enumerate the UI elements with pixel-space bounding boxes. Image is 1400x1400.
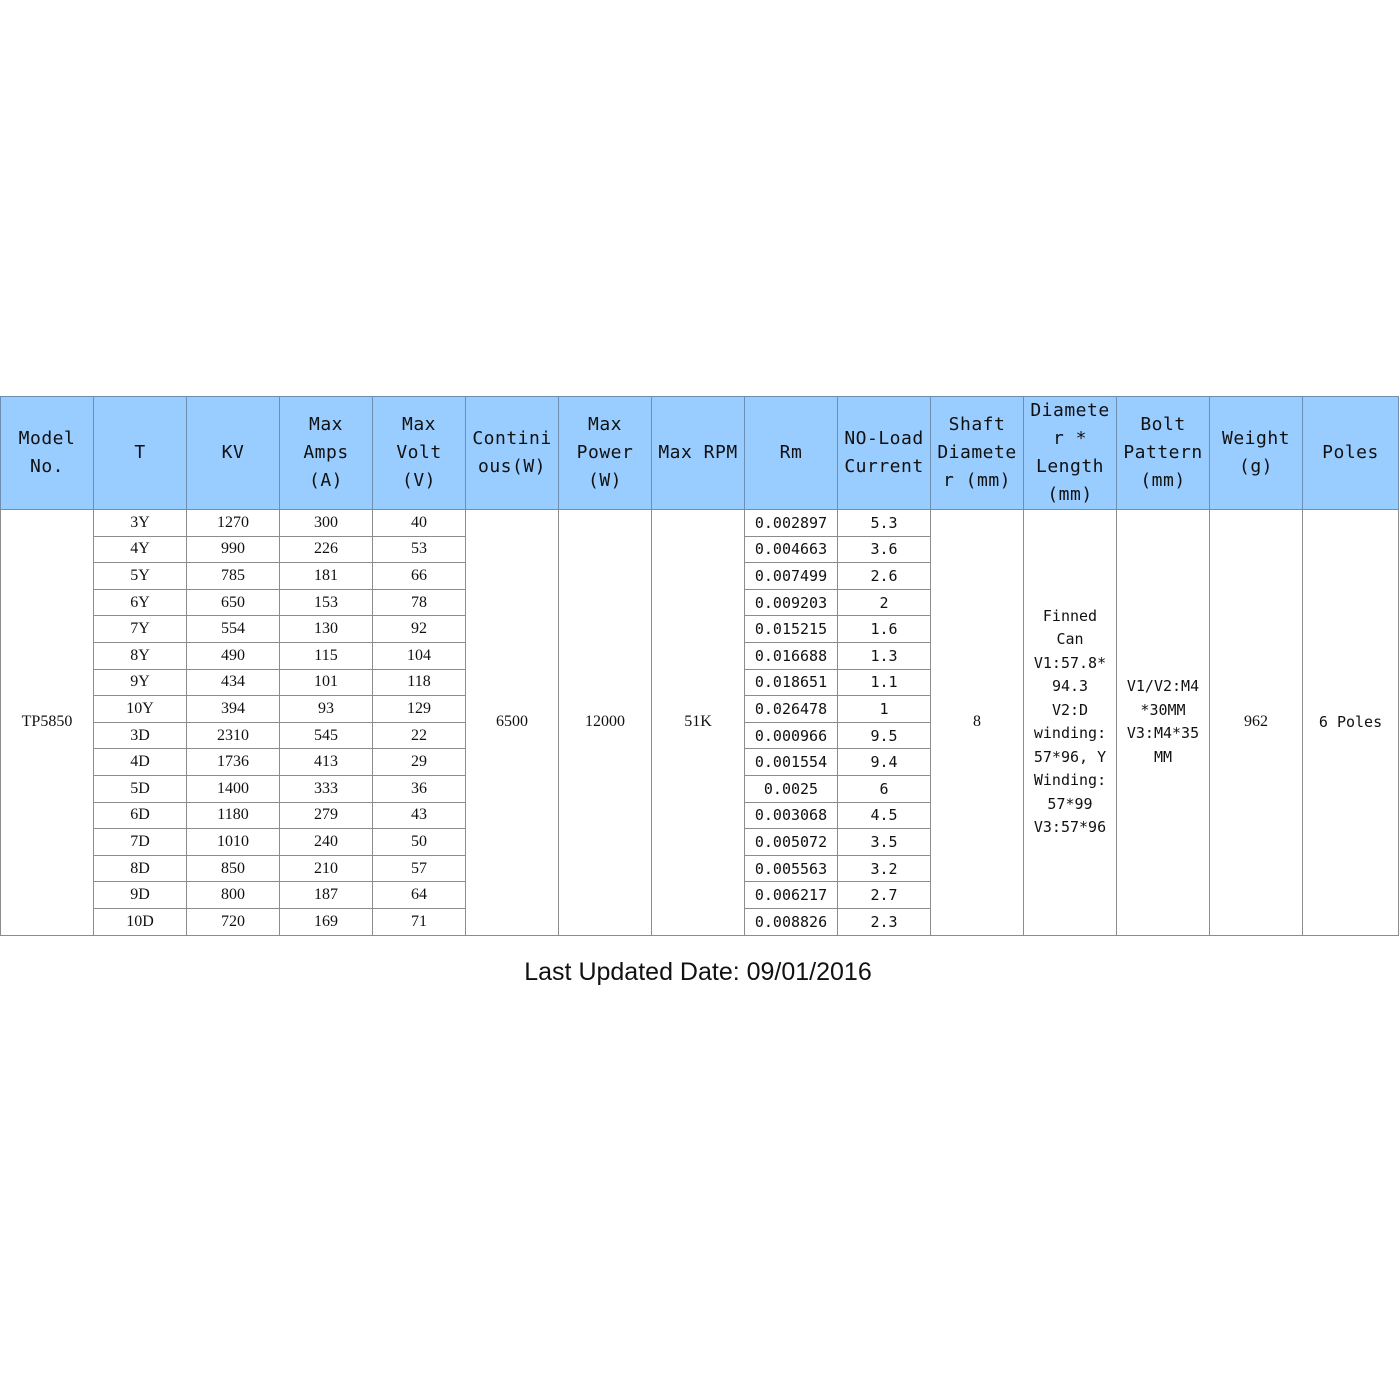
cell-kv: 490 bbox=[187, 642, 280, 669]
cell-t: 10D bbox=[94, 908, 187, 935]
cell-max-volt: 118 bbox=[373, 669, 466, 696]
cell-max-volt: 64 bbox=[373, 882, 466, 909]
cell-rm: 0.008826 bbox=[745, 908, 838, 935]
cell-max-volt: 36 bbox=[373, 775, 466, 802]
cell-rm: 0.006217 bbox=[745, 882, 838, 909]
cell-max-volt: 29 bbox=[373, 749, 466, 776]
cell-max-amps: 130 bbox=[280, 616, 373, 643]
cell-kv: 1270 bbox=[187, 510, 280, 537]
cell-poles: 6 Poles bbox=[1303, 510, 1399, 936]
cell-max-volt: 57 bbox=[373, 855, 466, 882]
header-dimensions: Diamete r * Length (mm) bbox=[1024, 397, 1117, 510]
cell-rm: 0.001554 bbox=[745, 749, 838, 776]
cell-max-amps: 169 bbox=[280, 908, 373, 935]
cell-no-load-current: 5.3 bbox=[838, 510, 931, 537]
table-header bbox=[1, 397, 1399, 510]
cell-t: 6Y bbox=[94, 589, 187, 616]
cell-max-amps: 187 bbox=[280, 882, 373, 909]
table-row bbox=[1, 510, 1399, 537]
cell-rm: 0.026478 bbox=[745, 696, 838, 723]
cell-kv: 434 bbox=[187, 669, 280, 696]
cell-rm: 0.015215 bbox=[745, 616, 838, 643]
cell-kv: 990 bbox=[187, 536, 280, 563]
header-max-rpm: Max RPM bbox=[652, 397, 745, 510]
header-row bbox=[1, 397, 1399, 510]
header-model: Model No. bbox=[1, 397, 94, 510]
cell-t: 3Y bbox=[94, 510, 187, 537]
motor-spec-table bbox=[0, 396, 1399, 936]
cell-kv: 1180 bbox=[187, 802, 280, 829]
cell-max-amps: 226 bbox=[280, 536, 373, 563]
cell-t: 4D bbox=[94, 749, 187, 776]
cell-max-volt: 92 bbox=[373, 616, 466, 643]
cell-max-amps: 115 bbox=[280, 642, 373, 669]
cell-max-volt: 40 bbox=[373, 510, 466, 537]
cell-no-load-current: 1.3 bbox=[838, 642, 931, 669]
cell-kv: 394 bbox=[187, 696, 280, 723]
cell-no-load-current: 1 bbox=[838, 696, 931, 723]
cell-bolt-pattern: V1/V2:M4 *30MM V3:M4*35 MM bbox=[1117, 510, 1210, 936]
cell-t: 7Y bbox=[94, 616, 187, 643]
cell-t: 6D bbox=[94, 802, 187, 829]
cell-no-load-current: 3.5 bbox=[838, 829, 931, 856]
cell-max-volt: 22 bbox=[373, 722, 466, 749]
cell-no-load-current: 1.1 bbox=[838, 669, 931, 696]
cell-rm: 0.016688 bbox=[745, 642, 838, 669]
header-no-load-current: NO-Load Current bbox=[838, 397, 931, 510]
cell-max-amps: 101 bbox=[280, 669, 373, 696]
table-body bbox=[1, 510, 1399, 936]
header-continuous: Contini ous(W) bbox=[466, 397, 559, 510]
cell-kv: 850 bbox=[187, 855, 280, 882]
cell-rm: 0.000966 bbox=[745, 722, 838, 749]
header-t: T bbox=[94, 397, 187, 510]
header-shaft-diameter: Shaft Diamete r (mm) bbox=[931, 397, 1024, 510]
cell-kv: 554 bbox=[187, 616, 280, 643]
cell-max-volt: 104 bbox=[373, 642, 466, 669]
cell-max-amps: 153 bbox=[280, 589, 373, 616]
last-updated-date: Last Updated Date: 09/01/2016 bbox=[524, 958, 872, 986]
cell-max-power: 12000 bbox=[559, 510, 652, 936]
cell-t: 7D bbox=[94, 829, 187, 856]
cell-max-amps: 181 bbox=[280, 563, 373, 590]
cell-kv: 1736 bbox=[187, 749, 280, 776]
cell-kv: 650 bbox=[187, 589, 280, 616]
cell-max-volt: 43 bbox=[373, 802, 466, 829]
cell-t: 9D bbox=[94, 882, 187, 909]
cell-max-amps: 413 bbox=[280, 749, 373, 776]
cell-kv: 720 bbox=[187, 908, 280, 935]
cell-kv: 800 bbox=[187, 882, 280, 909]
cell-rm: 0.003068 bbox=[745, 802, 838, 829]
cell-rm: 0.018651 bbox=[745, 669, 838, 696]
cell-max-amps: 240 bbox=[280, 829, 373, 856]
cell-max-amps: 279 bbox=[280, 802, 373, 829]
header-rm: Rm bbox=[745, 397, 838, 510]
cell-kv: 1010 bbox=[187, 829, 280, 856]
cell-t: 10Y bbox=[94, 696, 187, 723]
header-max-volt: Max Volt (V) bbox=[373, 397, 466, 510]
cell-no-load-current: 3.2 bbox=[838, 855, 931, 882]
cell-kv: 2310 bbox=[187, 722, 280, 749]
cell-max-amps: 333 bbox=[280, 775, 373, 802]
header-kv: KV bbox=[187, 397, 280, 510]
cell-no-load-current: 3.6 bbox=[838, 536, 931, 563]
cell-max-amps: 300 bbox=[280, 510, 373, 537]
cell-t: 5D bbox=[94, 775, 187, 802]
header-max-power: Max Power (W) bbox=[559, 397, 652, 510]
header-bolt-pattern: Bolt Pattern (mm) bbox=[1117, 397, 1210, 510]
cell-rm: 0.004663 bbox=[745, 536, 838, 563]
cell-model-no: TP5850 bbox=[1, 510, 94, 936]
cell-max-amps: 93 bbox=[280, 696, 373, 723]
cell-kv: 1400 bbox=[187, 775, 280, 802]
cell-t: 8Y bbox=[94, 642, 187, 669]
cell-no-load-current: 4.5 bbox=[838, 802, 931, 829]
cell-no-load-current: 2 bbox=[838, 589, 931, 616]
cell-rm: 0.002897 bbox=[745, 510, 838, 537]
cell-no-load-current: 6 bbox=[838, 775, 931, 802]
cell-t: 9Y bbox=[94, 669, 187, 696]
cell-no-load-current: 2.7 bbox=[838, 882, 931, 909]
cell-max-volt: 53 bbox=[373, 536, 466, 563]
cell-max-volt: 50 bbox=[373, 829, 466, 856]
cell-weight: 962 bbox=[1210, 510, 1303, 936]
cell-max-volt: 71 bbox=[373, 908, 466, 935]
cell-rm: 0.007499 bbox=[745, 563, 838, 590]
header-weight: Weight (g) bbox=[1210, 397, 1303, 510]
cell-rm: 0.009203 bbox=[745, 589, 838, 616]
cell-no-load-current: 1.6 bbox=[838, 616, 931, 643]
cell-no-load-current: 2.3 bbox=[838, 908, 931, 935]
cell-no-load-current: 2.6 bbox=[838, 563, 931, 590]
cell-no-load-current: 9.5 bbox=[838, 722, 931, 749]
cell-max-amps: 210 bbox=[280, 855, 373, 882]
cell-max-volt: 78 bbox=[373, 589, 466, 616]
cell-t: 3D bbox=[94, 722, 187, 749]
cell-t: 4Y bbox=[94, 536, 187, 563]
cell-max-amps: 545 bbox=[280, 722, 373, 749]
cell-max-volt: 129 bbox=[373, 696, 466, 723]
cell-rm: 0.005072 bbox=[745, 829, 838, 856]
header-poles: Poles bbox=[1303, 397, 1399, 510]
cell-max-rpm: 51K bbox=[652, 510, 745, 936]
cell-t: 8D bbox=[94, 855, 187, 882]
cell-kv: 785 bbox=[187, 563, 280, 590]
cell-t: 5Y bbox=[94, 563, 187, 590]
cell-shaft-diameter: 8 bbox=[931, 510, 1024, 936]
cell-dimensions: Finned Can V1:57.8* 94.3 V2:D winding: 57*96, Y Winding: 57*99 V3:57*96 bbox=[1024, 510, 1117, 936]
cell-max-volt: 66 bbox=[373, 563, 466, 590]
cell-rm: 0.005563 bbox=[745, 855, 838, 882]
cell-rm: 0.0025 bbox=[745, 775, 838, 802]
cell-no-load-current: 9.4 bbox=[838, 749, 931, 776]
cell-continuous: 6500 bbox=[466, 510, 559, 936]
header-max-amps: Max Amps (A) bbox=[280, 397, 373, 510]
